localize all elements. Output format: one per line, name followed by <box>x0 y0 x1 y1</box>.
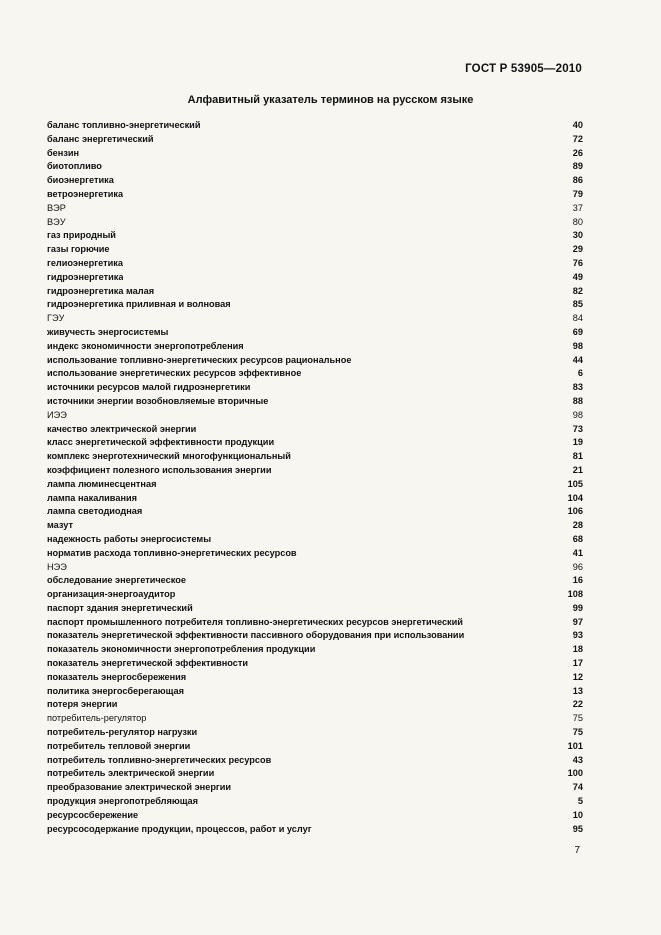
index-entry <box>47 257 583 271</box>
index-page-ref: 21 <box>572 464 583 475</box>
index-entry <box>47 133 583 147</box>
index-page-ref: 49 <box>572 271 583 282</box>
index-term: использование топливно-энергетических ресурсов рациональное <box>47 354 352 365</box>
index-page-ref: 88 <box>572 395 583 406</box>
index-page-ref: 75 <box>572 713 583 724</box>
index-term: политика энергосберегающая <box>47 685 184 696</box>
index-page-ref: 75 <box>572 727 583 738</box>
index-page-ref: 79 <box>572 188 583 199</box>
index-page-ref: 5 <box>577 796 583 807</box>
index-entry <box>47 698 583 712</box>
index-page-ref: 13 <box>572 685 583 696</box>
index-entry <box>47 409 583 423</box>
index-page-ref: 43 <box>572 754 583 765</box>
index-entry <box>47 174 583 188</box>
index-term: надежность работы энергосистемы <box>47 533 212 544</box>
index-entry <box>47 298 583 312</box>
index-entry <box>47 616 583 630</box>
index-page-ref: 18 <box>572 644 583 655</box>
index-term: биоэнергетика <box>47 175 114 186</box>
index-term: ресурсосбережение <box>47 809 139 820</box>
index-entry <box>47 340 583 354</box>
index-term: класс энергетической эффективности продукции <box>47 437 275 448</box>
index-entry <box>47 574 583 588</box>
index-entry <box>47 754 583 768</box>
index-term: потеря энергии <box>47 699 118 710</box>
index-page-ref: 76 <box>572 257 583 268</box>
index-term: ВЭУ <box>47 216 66 227</box>
index-page-ref: 68 <box>572 533 583 544</box>
index-term: гидроэнергетика <box>47 271 124 282</box>
index-entry <box>47 795 583 809</box>
index-page-ref: 30 <box>572 230 583 241</box>
index-entry <box>47 478 583 492</box>
index-page-ref: 83 <box>572 382 583 393</box>
index-page-ref: 26 <box>572 147 583 158</box>
index-term: гидроэнергетика малая <box>47 285 155 296</box>
index-term: ресурсосодержание продукции, процессов, работ и услуг <box>47 823 312 834</box>
index-page-ref: 22 <box>572 699 583 710</box>
index-term: баланс топливно-энергетический <box>47 120 201 130</box>
term-index-list <box>47 119 583 836</box>
index-page-ref: 82 <box>572 285 583 296</box>
index-page-ref: 80 <box>572 216 583 227</box>
index-entry <box>47 547 583 561</box>
index-entry <box>47 712 583 726</box>
index-entry <box>47 657 583 671</box>
index-page-ref: 98 <box>572 340 583 351</box>
index-term: лампа люминесцентная <box>47 478 157 489</box>
index-entry <box>47 271 583 285</box>
index-entry <box>47 561 583 575</box>
index-page-ref: 99 <box>572 602 583 613</box>
index-entry <box>47 823 583 837</box>
index-page-ref: 105 <box>567 478 583 489</box>
index-term: паспорт здания энергетический <box>47 602 193 613</box>
index-term: ИЭЭ <box>47 409 67 420</box>
index-page-ref: 72 <box>572 133 583 144</box>
index-term: источники ресурсов малой гидроэнергетики <box>47 382 251 393</box>
index-entry <box>47 643 583 657</box>
index-entry <box>47 202 583 216</box>
index-term: показатель экономичности энергопотребления продукции <box>47 644 316 655</box>
index-entry <box>47 423 583 437</box>
index-term: комплекс энерготехнический многофункциональный <box>47 451 291 462</box>
index-term: качество электрической энергии <box>47 423 197 434</box>
index-page-ref: 6 <box>577 368 583 379</box>
index-term: мазут <box>47 520 73 531</box>
index-page-ref: 100 <box>567 768 583 779</box>
index-term: паспорт промышленного потребителя топливно-энергетических ресурсов энергетический <box>47 616 463 627</box>
index-page-ref: 44 <box>572 354 583 365</box>
index-page-ref: 96 <box>572 561 583 572</box>
index-term: ГЭУ <box>47 313 65 324</box>
index-entry <box>47 119 583 133</box>
index-entry <box>47 629 583 643</box>
index-term: преобразование электрической энергии <box>47 782 232 793</box>
index-term: индекс экономичности энергопотребления <box>47 340 244 351</box>
index-term: показатель энергетической эффективности пассивного оборудования при использовании <box>47 630 465 641</box>
index-entry <box>47 160 583 174</box>
index-entry <box>47 450 583 464</box>
index-term: гелиоэнергетика <box>47 257 123 268</box>
index-term: источники энергии возобновляемые вторичные <box>47 395 269 406</box>
index-page-ref: 73 <box>572 423 583 434</box>
index-page-ref: 69 <box>572 326 583 337</box>
index-term: потребитель-регулятор нагрузки <box>47 727 198 738</box>
index-entry <box>47 436 583 450</box>
index-term: лампа накаливания <box>47 492 137 503</box>
index-title: Алфавитный указатель терминов на русском языке <box>187 94 474 106</box>
index-term: бензин <box>47 147 80 158</box>
index-page-ref: 29 <box>572 244 583 255</box>
index-entry <box>47 726 583 740</box>
index-entry <box>47 671 583 685</box>
index-entry <box>47 367 583 381</box>
index-page-ref: 12 <box>572 671 583 682</box>
index-term: газы горючие <box>47 244 110 255</box>
index-page-ref: 86 <box>572 175 583 186</box>
index-entry <box>47 147 583 161</box>
index-page-ref: 28 <box>572 520 583 531</box>
index-page-ref: 108 <box>567 589 583 600</box>
index-term: биотопливо <box>47 161 102 172</box>
index-page-ref: 106 <box>567 506 583 517</box>
index-term: НЭЭ <box>47 561 67 572</box>
index-page-ref: 16 <box>572 575 583 586</box>
index-entry <box>47 767 583 781</box>
index-entry <box>47 464 583 478</box>
index-page-ref: 98 <box>572 409 583 420</box>
index-page-ref: 85 <box>572 299 583 310</box>
index-term: потребитель электрической энергии <box>47 768 215 779</box>
index-term: газ природный <box>47 230 116 241</box>
index-term: ВЭР <box>47 202 66 213</box>
index-page-ref: 19 <box>572 437 583 448</box>
index-page-ref: 89 <box>572 161 583 172</box>
index-page-ref: 97 <box>572 616 583 627</box>
index-page-ref: 37 <box>572 202 583 213</box>
index-term: продукция энергопотребляющая <box>47 796 199 807</box>
index-term: потребитель-регулятор <box>47 713 147 724</box>
index-term: баланс энергетический <box>47 133 154 144</box>
index-term: коэффициент полезного использования энергии <box>47 464 272 475</box>
index-term: организация-энергоаудитор <box>47 589 176 600</box>
index-entry <box>47 188 583 202</box>
index-page-ref: 101 <box>567 740 583 751</box>
index-term: потребитель тепловой энергии <box>47 740 191 751</box>
index-entry <box>47 588 583 602</box>
page-number: 7 <box>574 845 580 856</box>
index-entry <box>47 312 583 326</box>
index-entry <box>47 243 583 257</box>
index-page-ref: 104 <box>567 492 583 503</box>
index-entry <box>47 354 583 368</box>
index-entry <box>47 285 583 299</box>
index-entry <box>47 809 583 823</box>
index-term: ветроэнергетика <box>47 188 124 199</box>
index-entry <box>47 505 583 519</box>
index-page-ref: 40 <box>572 120 583 130</box>
index-term: потребитель топливно-энергетических ресурсов <box>47 754 272 765</box>
index-page-ref: 84 <box>572 313 583 324</box>
index-entry <box>47 602 583 616</box>
index-entry <box>47 685 583 699</box>
index-page-ref: 41 <box>572 547 583 558</box>
index-term: показатель энергетической эффективности <box>47 658 249 669</box>
index-entry <box>47 519 583 533</box>
index-page-ref: 81 <box>572 451 583 462</box>
index-entry <box>47 395 583 409</box>
index-entry <box>47 781 583 795</box>
index-page-ref: 10 <box>572 809 583 820</box>
index-term: показатель энергосбережения <box>47 671 187 682</box>
index-entry <box>47 533 583 547</box>
index-term: норматив расхода топливно-энергетических ресурсов <box>47 547 297 558</box>
index-entry <box>47 229 583 243</box>
index-term: живучесть энергосистемы <box>47 326 169 337</box>
index-entry <box>47 492 583 506</box>
index-entry <box>47 381 583 395</box>
index-term: обследование энергетическое <box>47 575 186 586</box>
index-page-ref: 95 <box>572 823 583 834</box>
index-entry <box>47 740 583 754</box>
standard-code: ГОСТ Р 53905—2010 <box>465 63 582 75</box>
index-entry <box>47 216 583 230</box>
index-page-ref: 17 <box>572 658 583 669</box>
index-term: использование энергетических ресурсов эффективное <box>47 368 302 379</box>
index-entry <box>47 326 583 340</box>
index-term: гидроэнергетика приливная и волновая <box>47 299 231 310</box>
index-page-ref: 93 <box>572 630 583 641</box>
index-term: лампа светодиодная <box>47 506 143 517</box>
index-page-ref: 74 <box>572 782 583 793</box>
